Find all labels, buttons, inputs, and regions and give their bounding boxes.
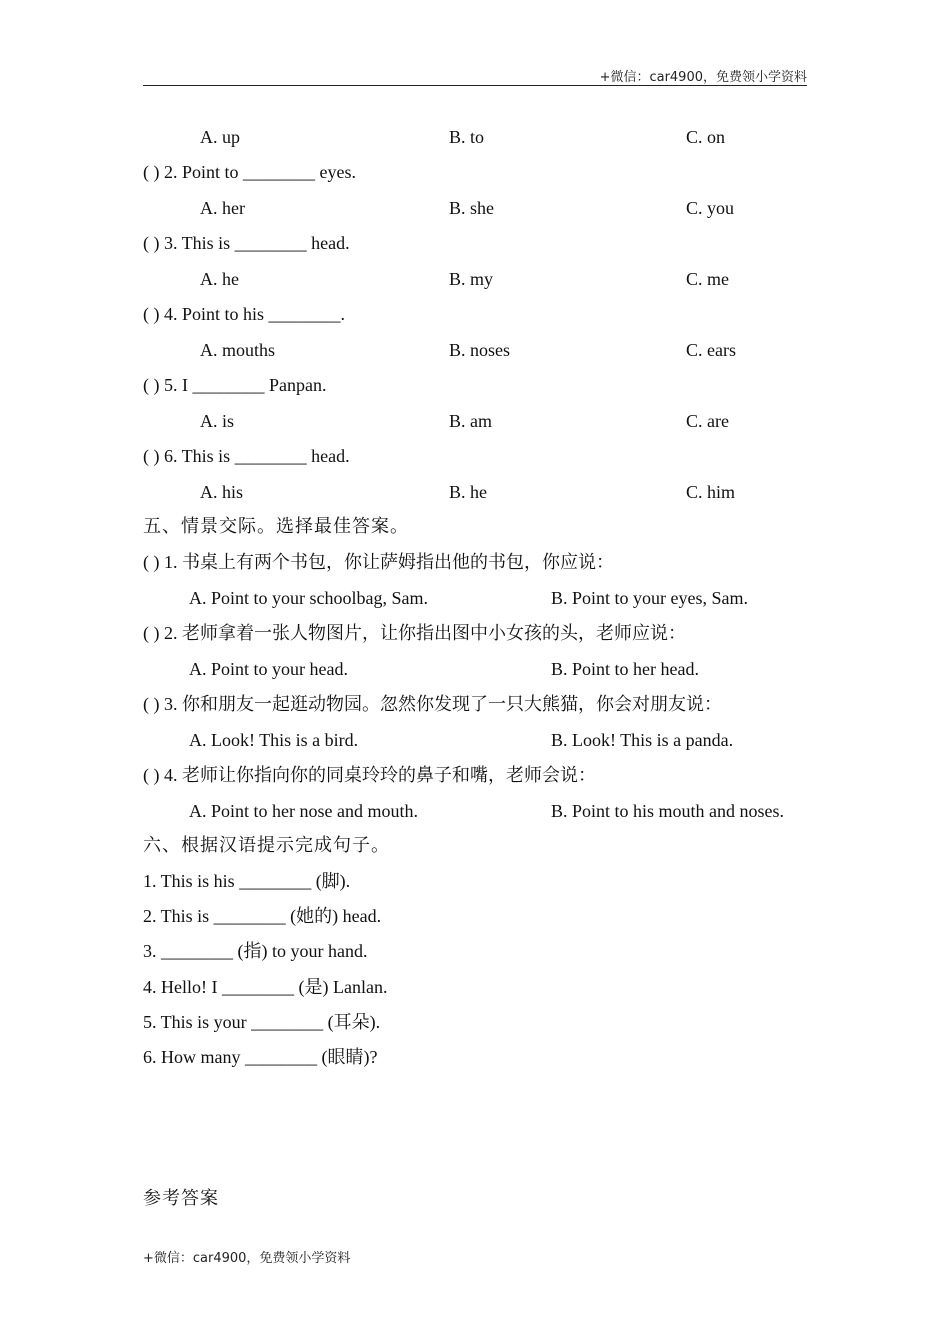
- answer-key-title: 参考答案: [143, 1188, 219, 1209]
- option-c: C. me: [686, 269, 729, 289]
- part6-item: 2. This is ________ (她的) head.: [143, 906, 382, 926]
- part5-question: ( ) 4. 老师让你指向你的同桌玲玲的鼻子和嘴，老师会说：: [143, 765, 596, 785]
- part4-question: ( ) 2. Point to ________ eyes.: [143, 162, 356, 182]
- option-a: A. he: [200, 269, 239, 289]
- part5-question: ( ) 3. 你和朋友一起逛动物园。忽然你发现了一只大熊猫，你会对朋友说：: [143, 694, 722, 714]
- option-b: B. Look! This is a panda.: [551, 730, 734, 750]
- option-c: C. ears: [686, 340, 736, 360]
- q1-option-c: C. on: [686, 127, 726, 147]
- part6-item: 5. This is your ________ (耳朵).: [143, 1012, 381, 1032]
- option-b: B. Point to his mouth and noses.: [551, 801, 785, 821]
- header-divider: [143, 85, 807, 86]
- option-a: A. is: [200, 411, 235, 431]
- page-footer-watermark: +微信：car4900，免费领小学资料: [143, 1251, 351, 1266]
- option-a: A. Point to your schoolbag, Sam.: [189, 588, 428, 608]
- part5-question: ( ) 1. 书桌上有两个书包，你让萨姆指出他的书包，你应说：: [143, 552, 614, 572]
- part6-item: 6. How many ________ (眼睛)?: [143, 1047, 378, 1067]
- option-c: C. him: [686, 482, 736, 502]
- q1-option-a: A. up: [200, 127, 240, 147]
- option-b: B. am: [449, 411, 492, 431]
- part6-item: 4. Hello! I ________ (是) Lanlan.: [143, 977, 388, 997]
- option-b: B. my: [449, 269, 494, 289]
- option-a: A. Point to your head.: [189, 659, 348, 679]
- option-a: A. his: [200, 482, 244, 502]
- option-a: A. Point to her nose and mouth.: [189, 801, 418, 821]
- option-b: B. Point to your eyes, Sam.: [551, 588, 748, 608]
- option-a: A. her: [200, 198, 245, 218]
- option-c: C. you: [686, 198, 735, 218]
- part4-question: ( ) 6. This is ________ head.: [143, 446, 350, 466]
- option-c: C. are: [686, 411, 729, 431]
- q1-option-b: B. to: [449, 127, 485, 147]
- part4-question: ( ) 5. I ________ Panpan.: [143, 375, 327, 395]
- option-b: B. she: [449, 198, 494, 218]
- part4-question: ( ) 4. Point to his ________.: [143, 304, 346, 324]
- part4-question: ( ) 3. This is ________ head.: [143, 233, 350, 253]
- part6-item: 3. ________ (指) to your hand.: [143, 941, 368, 961]
- option-a: A. mouths: [200, 340, 276, 360]
- option-b: B. noses: [449, 340, 511, 360]
- page-header-watermark: +微信：car4900，免费领小学资料: [599, 70, 807, 85]
- part6-item: 1. This is his ________ (脚).: [143, 871, 351, 891]
- part5-question: ( ) 2. 老师拿着一张人物图片，让你指出图中小女孩的头，老师应说：: [143, 623, 686, 643]
- option-a: A. Look! This is a bird.: [189, 730, 359, 750]
- section-title-part6: 六、根据汉语提示完成句子。: [143, 835, 390, 856]
- option-b: B. he: [449, 482, 487, 502]
- section-title-part5: 五、情景交际。选择最佳答案。: [143, 516, 409, 537]
- option-b: B. Point to her head.: [551, 659, 699, 679]
